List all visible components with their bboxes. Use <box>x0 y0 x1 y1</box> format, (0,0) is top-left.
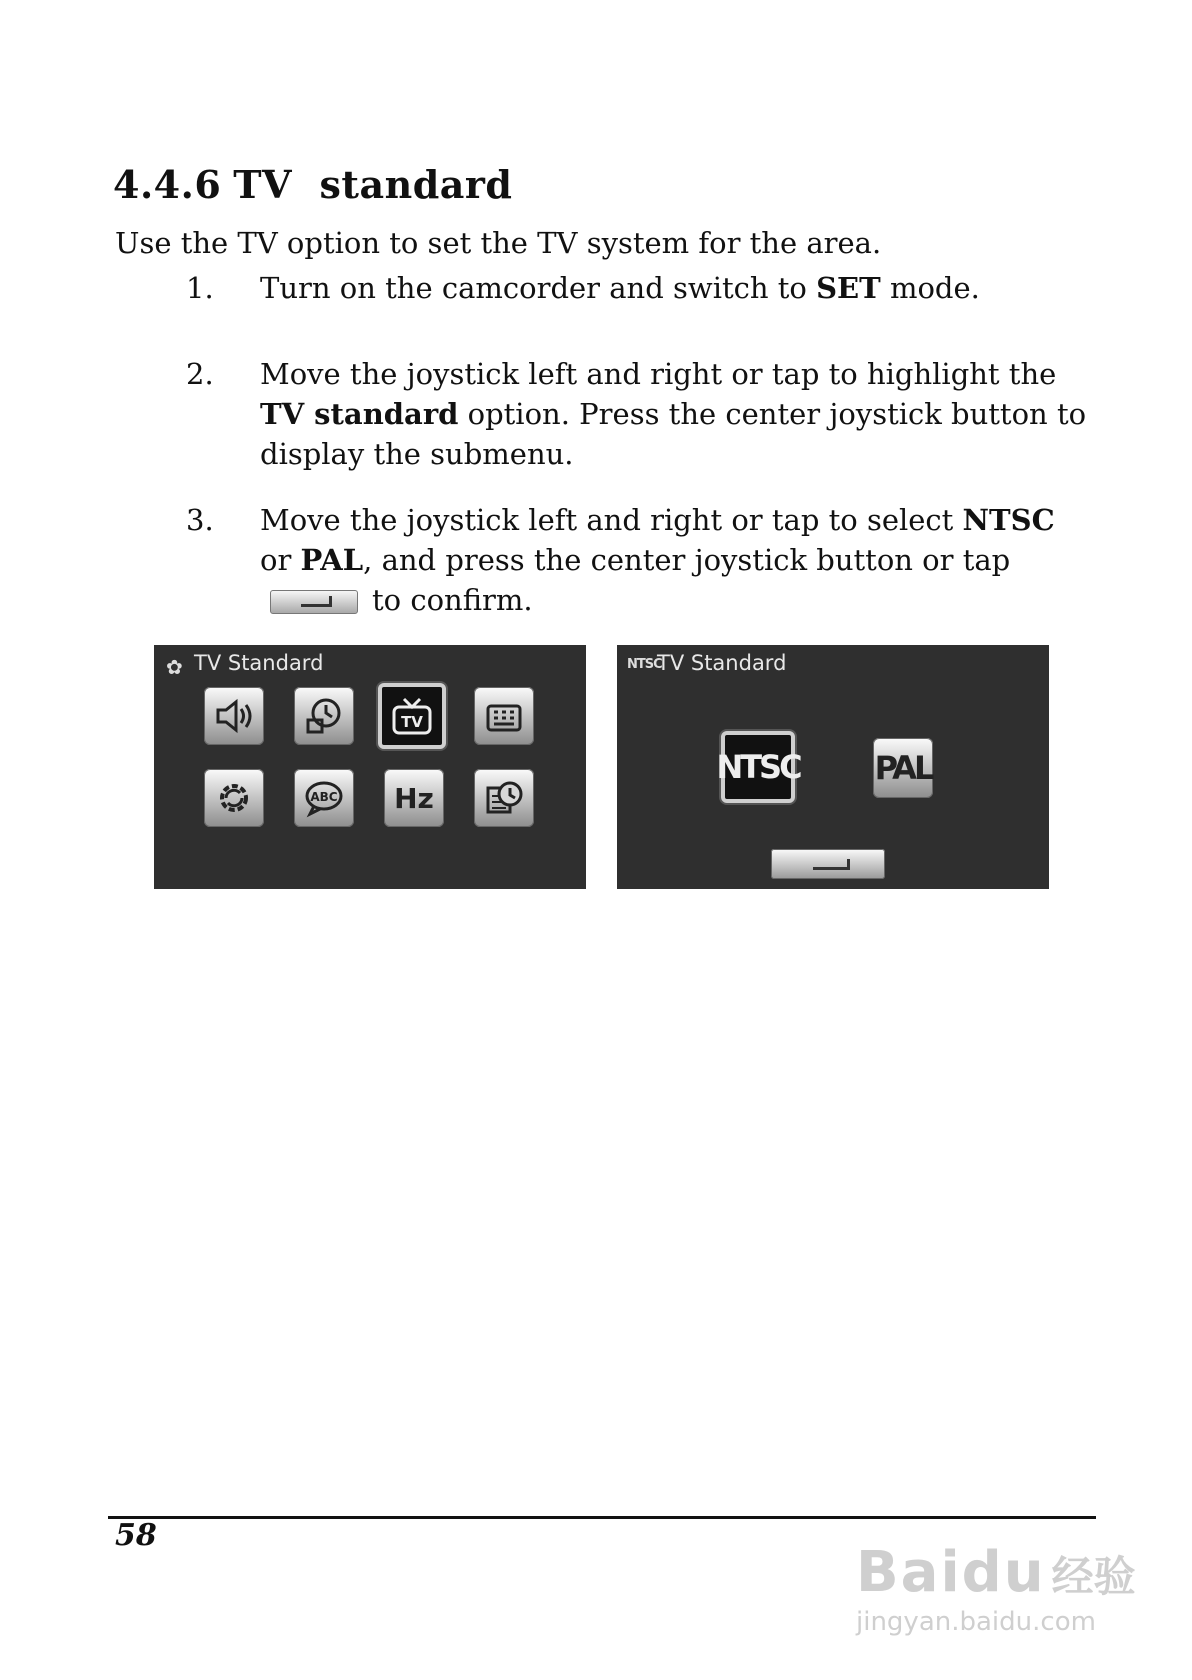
keyboard-icon[interactable] <box>474 687 534 745</box>
gear-icon: ✿ <box>166 655 183 679</box>
step-number: 3. <box>186 503 214 537</box>
baidu-watermark: Baidu 经验 jingyan.baidu.com <box>856 1540 1136 1637</box>
section-number: 4.4.6 <box>113 162 222 207</box>
enter-button[interactable] <box>771 849 885 879</box>
screen-title: TV Standard <box>657 651 787 675</box>
step-number: 2. <box>186 357 214 391</box>
speaker-icon[interactable] <box>204 687 264 745</box>
pal-option[interactable]: PAL <box>873 738 933 798</box>
clock-settings-icon[interactable] <box>294 687 354 745</box>
settings-menu-screen <box>154 645 586 889</box>
tv-standard-screen <box>617 645 1049 889</box>
section-title: TV standard <box>233 162 513 207</box>
screen-title: TV Standard <box>194 651 324 675</box>
svg-text:ABC: ABC <box>310 790 338 804</box>
ntsc-badge-icon: NTSC <box>627 657 662 672</box>
page-number: 58 <box>115 1518 157 1553</box>
step-number: 1. <box>186 271 214 305</box>
section-heading <box>113 162 524 207</box>
language-abc-icon[interactable] <box>294 769 354 827</box>
ntsc-option[interactable]: NTSC <box>721 731 795 803</box>
enter-icon <box>270 590 358 614</box>
hz-icon[interactable]: Hz <box>384 769 444 827</box>
date-time-icon[interactable] <box>474 769 534 827</box>
intro-text: Use the TV option to set the TV system for the area. <box>115 226 882 260</box>
footer-rule <box>108 1516 1096 1519</box>
reset-icon[interactable] <box>204 769 264 827</box>
tv-icon[interactable] <box>378 683 446 749</box>
svg-text:TV: TV <box>401 713 423 731</box>
